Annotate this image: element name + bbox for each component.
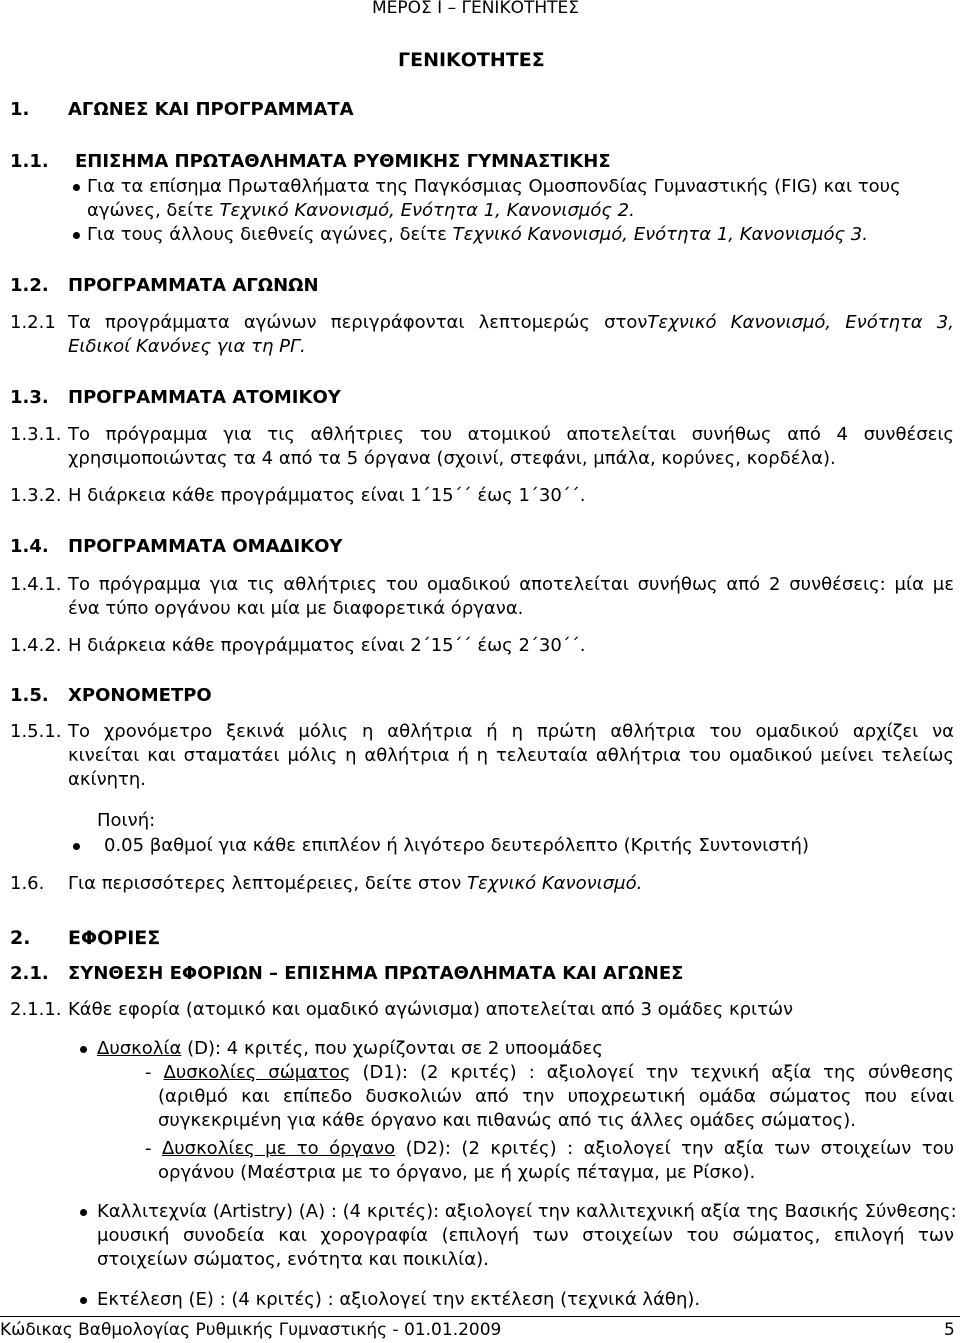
section-1-3-number: 1.3. (10, 387, 49, 408)
difficulty-heading: Δυσκολία (D): 4 κριτές, που χωρίζονται σε 2 υποομάδες (97, 1038, 603, 1059)
difficulty-d2-line2: οργάνου (Μαέστρια με το όργανο, με ή χωρίς πέταγμα, με Ρίσκο). (158, 1162, 756, 1183)
para-1-3-2-number: 1.3.2. (10, 485, 62, 506)
page-number: 5 (944, 1320, 955, 1340)
para-1-3-1-line2: χρησιμοποιώντας τα 4 από τα 5 όργανα (σχοινί, στεφάνι, μπάλα, κορύνες, κορδέλα). (68, 448, 836, 469)
section-2-1-number: 2.1. (10, 963, 49, 984)
section-1-6-number: 1.6. (10, 873, 45, 894)
penalty-text: 0.05 βαθμοί για κάθε επιπλέον ή λιγότερο δευτερόλεπτο (Κριτής Συντονιστή) (104, 835, 809, 856)
artistry-line3: στοιχείων σώματος, ενότητα και ποικιλία). (97, 1249, 489, 1270)
section-1-6-text: Για περισσότερες λεπτομέρειες, δείτε στον Τεχνικό Κανονισμό. (68, 873, 643, 894)
section-1-2-number: 1.2. (10, 275, 49, 296)
section-1-3-title: ΠΡΟΓΡΑΜΜΑΤΑ ΑΤΟΜΙΚΟΥ (68, 387, 341, 408)
para-1-5-1-line2: κινείται και σταματάει μόλις η αθλήτρια ή η τελευταία αθλήτρια του ομαδικού μείνει τελείως (68, 745, 954, 766)
difficulty-d2-line1: - Δυσκολίες με το όργανο (D2): (2 κριτές) : αξιολογεί την αξία των στοιχείων του (145, 1138, 955, 1159)
bullet-icon (73, 232, 80, 239)
section-1-4-number: 1.4. (10, 536, 49, 557)
para-1-5-1-line3: ακίνητη. (68, 769, 146, 790)
para-1-3-2-text: Η διάρκεια κάθε προγράμματος είναι 1΄15΄΄ έως 1΄30΄΄. (68, 485, 586, 506)
para-2-1-1-text: Κάθε εφορία (ατομικό και ομαδικό αγώνισμα) αποτελείται από 3 ομάδες κριτών (68, 999, 794, 1020)
difficulty-d1-line1: - Δυσκολίες σώματος (D1): (2 κριτές) : αξιολογεί την τεχνική αξία της σύνθεσης (145, 1062, 954, 1083)
section-1-number: 1. (10, 99, 30, 120)
footer-text: Κώδικας Βαθμολογίας Ρυθμικής Γυμναστικής - 01.01.2009 (0, 1320, 502, 1340)
para-1-2-1-number: 1.2.1 (10, 312, 56, 333)
para-1-4-1-line2: ένα τύπο οργάνου και μία με διαφορετικά όργανα. (68, 598, 524, 619)
artistry-line1: Καλλιτεχνία (Artistry) (A) : (4 κριτές): αξιολογεί την καλλιτεχνική αξία της Βασικής Σύνθεσης: (97, 1201, 957, 1222)
bullet-icon (80, 1209, 87, 1216)
para-1-4-2-number: 1.4.2. (10, 635, 62, 656)
para-1-5-1-line1: Το χρονόμετρο ξεκινά μόλις η αθλήτρια ή η πρώτη αθλήτρια του ομαδικού αρχίζει να (68, 721, 954, 742)
para-1-2-1-line1: Τα προγράμματα αγώνων περιγράφονται λεπτομερώς στονΤεχνικό Κανονισμό, Ενότητα 3, (68, 312, 954, 333)
para-1-2-1-line2: Ειδικοί Κανόνες για τη ΡΓ. (68, 336, 306, 357)
footer-divider (0, 1316, 960, 1317)
section-1-5-number: 1.5. (10, 685, 49, 706)
section-1-5-title: ΧΡΟΝΟΜΕΤΡΟ (68, 685, 212, 706)
section-2-title: ΕΦΟΡΙΕΣ (68, 927, 161, 949)
fig-championships-line1: Για τα επίσημα Πρωταθλήματα της Παγκόσμιας Ομοσπονδίας Γυμναστικής (FIG) και τους (87, 176, 901, 197)
bullet-icon (73, 843, 80, 850)
penalty-label: Ποινή: (97, 810, 156, 831)
para-1-3-1-number: 1.3.1. (10, 424, 62, 445)
section-1-1-number: 1.1. (10, 151, 49, 172)
para-2-1-1-number: 2.1.1. (10, 999, 62, 1020)
page-title: ΓΕΝΙΚΟΤΗΤΕΣ (398, 49, 545, 71)
international-events-line: Για τους άλλους διεθνείς αγώνες, δείτε Τεχνικό Κανονισμό, Ενότητα 1, Κανονισμός 3. (87, 224, 868, 245)
para-1-5-1-number: 1.5.1. (10, 721, 62, 742)
section-1-title: ΑΓΩΝΕΣ ΚΑΙ ΠΡΟΓΡΑΜΜΑΤΑ (68, 99, 354, 120)
artistry-line2: μουσική συνοδεία και χορογραφία (επιλογή των στοιχείων του σώματος, επιλογή των (97, 1225, 954, 1246)
para-1-4-1-number: 1.4.1. (10, 574, 62, 595)
difficulty-d1-line2: (αριθμό και επίπεδο δυσκολιών από την υποχρεωτική ομάδα σώματος που είναι (158, 1086, 954, 1107)
para-1-4-1-line1: Το πρόγραμμα για τις αθλήτριες του ομαδικού αποτελείται συνήθως από 2 συνθέσεις: μία με (68, 574, 954, 595)
execution-line: Εκτέλεση (E) : (4 κριτές) : αξιολογεί την εκτέλεση (τεχνικά λάθη). (97, 1289, 701, 1310)
fig-championships-line2: αγώνες, δείτε Τεχνικό Κανονισμό, Ενότητα 1, Κανονισμός 2. (87, 200, 635, 221)
bullet-icon (80, 1046, 87, 1053)
section-2-number: 2. (10, 927, 31, 949)
bullet-icon (80, 1297, 87, 1304)
section-2-1-title: ΣΥΝΘΕΣΗ ΕΦΟΡΙΩΝ – ΕΠΙΣΗΜΑ ΠΡΩΤΑΘΛΗΜΑΤΑ ΚΑΙ ΑΓΩΝΕΣ (68, 963, 684, 984)
section-1-1-title: ΕΠΙΣΗΜΑ ΠΡΩΤΑΘΛΗΜΑΤΑ ΡΥΘΜΙΚΗΣ ΓΥΜΝΑΣΤΙΚΗΣ (75, 151, 611, 172)
part-header: ΜΕΡΟΣ Ι – ΓΕΝΙΚΟΤΗΤΕΣ (372, 0, 580, 18)
difficulty-d1-line3: συγκεκριμένη για κάθε όργανο και πιθανώς από τις άλλες ομάδες σώματος). (158, 1110, 856, 1131)
section-1-4-title: ΠΡΟΓΡΑΜΜΑΤΑ ΟΜΑΔΙΚΟΥ (68, 536, 343, 557)
para-1-4-2-text: Η διάρκεια κάθε προγράμματος είναι 2΄15΄΄ έως 2΄30΄΄. (68, 635, 586, 656)
para-1-3-1-line1: Το πρόγραμμα για τις αθλήτριες του ατομικού αποτελείται συνήθως από 4 συνθέσεις (68, 424, 954, 445)
bullet-icon (73, 184, 80, 191)
section-1-2-title: ΠΡΟΓΡΑΜΜΑΤΑ ΑΓΩΝΩΝ (68, 275, 319, 296)
